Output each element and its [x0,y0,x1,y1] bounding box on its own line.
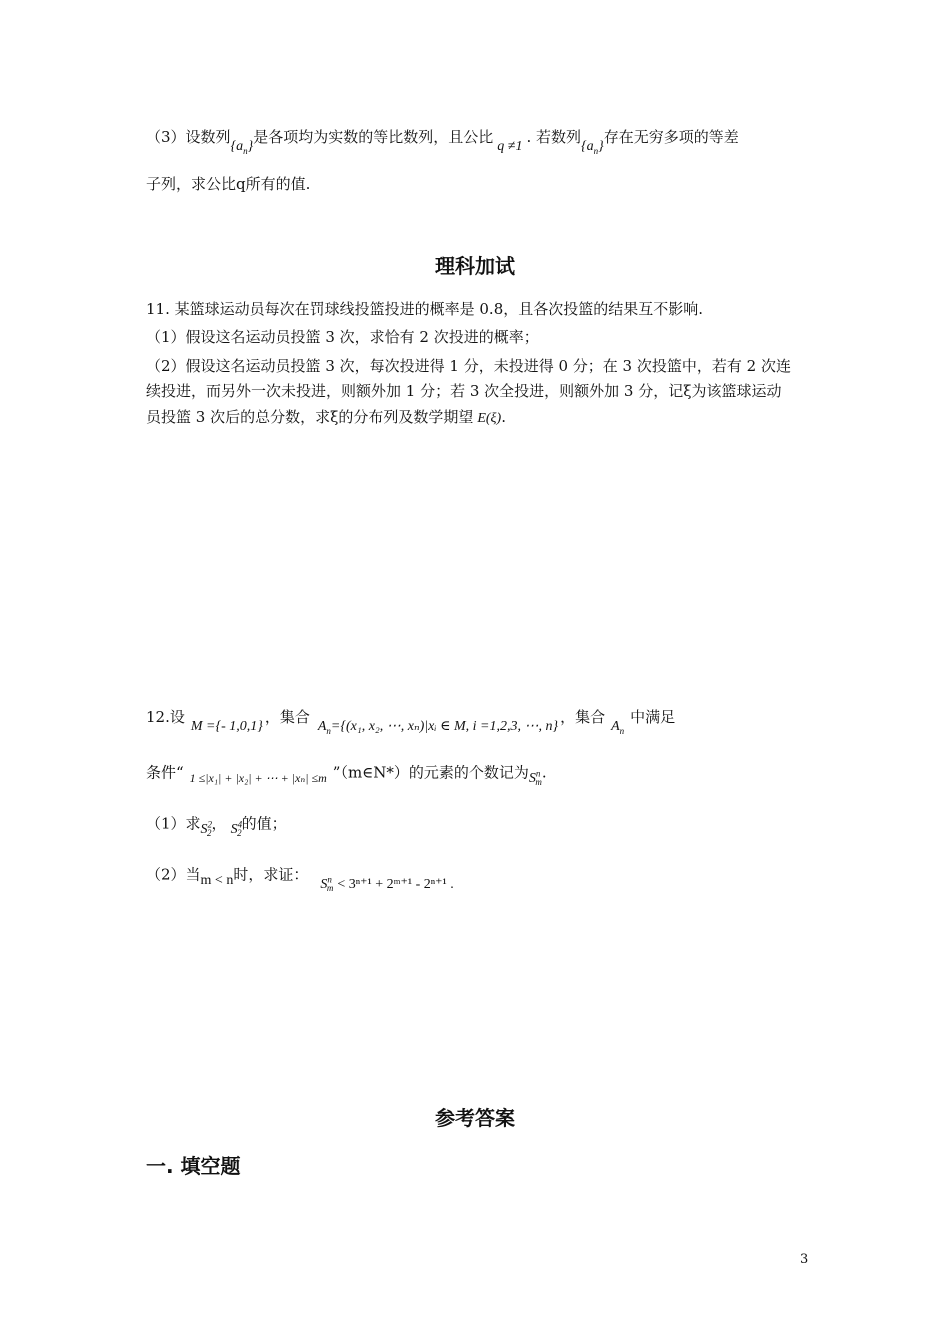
q-ne-1: q ≠1 [497,139,523,154]
section-science-heading: 理科加试 [435,254,515,278]
S-2-2-symbol: $S^2_2$ [200,819,213,839]
set-An-ref: $A_n$ [611,719,625,736]
q11-part2-line3 [146,406,506,430]
page-number: 3 [800,1252,809,1267]
text: 存在无穷多项的等差 [603,128,739,146]
seq-an-2: $\{a_n\}$ [581,139,604,156]
text: . [541,763,547,782]
text: . [501,408,506,426]
text: ， [211,814,227,833]
text: （1）求 [146,814,201,833]
text: 中满足 [630,708,676,726]
expectation-expr: E(ξ) [477,411,502,426]
set-An-symbol: $A_n$ [317,719,331,736]
q11-part2-line2: 续投进，而另外一次未投进，则额外加 1 分；若 3 次全投进，则额外加 3 分，记ξ为该篮球运动 [146,382,782,400]
S-m-n-symbol: $S^n_m$ [528,768,542,788]
seq-an-1: $\{a_n\}$ [230,139,254,156]
q12-part1 [146,809,287,840]
S-2-4-symbol: $S^4_2$ [230,819,243,839]
text: ，集合 [560,708,606,726]
q12-line1 [146,706,675,734]
text: （2）当 [146,865,201,884]
condition-expr: 1 ≤|x₁| + |x₂| + ⋯ + |xₙ| ≤m [189,770,327,785]
S-m-n-symbol-2: $S^n_m$ [320,874,334,894]
q12-line2 [146,758,547,789]
text: ”（m∈N*）的元素的个数记为 [332,763,529,782]
text: ，集合 [264,708,310,726]
text: 时，求证： [233,865,309,884]
m-lt-n: m < n [200,872,234,888]
text: 是各项均为实数的等比数列，且公比 [253,128,494,146]
set-M-def: M ={- 1,0,1} [190,719,263,734]
text: （3）设数列 [146,128,231,146]
text: 12.设 [146,708,185,726]
text: 条件“ [146,763,184,782]
text: . 若数列 [526,128,582,146]
q10-part3-line1 [146,126,739,154]
set-An-def: ={(x₁, x₂, ⋯, xₙ)|xᵢ ∈ M, i =1,2,3, ⋯, n} [330,719,559,734]
answers-heading: 参考答案 [435,1106,515,1130]
q11-part1: （1）假设这名运动员投篮 3 次，求恰有 2 次投进的概率； [146,328,539,346]
q12-part2 [146,860,454,894]
q10-part3-line2: 子列，求公比q所有的值. [146,175,311,193]
q11-stem: 11. 某篮球运动员每次在罚球线投篮投进的概率是 0.8，且各次投篮的结果互不影响. [146,300,704,318]
q11-part2-line1: （2）假设这名运动员投篮 3 次，每次投进得 1 分，未投进得 0 分；在 3 次投篮中，若有 2 次连 [146,357,791,375]
text: 员投篮 3 次后的总分数，求ξ的分布列及数学期望 [146,408,474,426]
text: 的值； [241,814,287,833]
section-fill-heading: 一. 填空题 [146,1154,241,1178]
inequality-expr: < 3ⁿ⁺¹ + 2ᵐ⁺¹ - 2ⁿ⁺¹ . [337,876,454,892]
